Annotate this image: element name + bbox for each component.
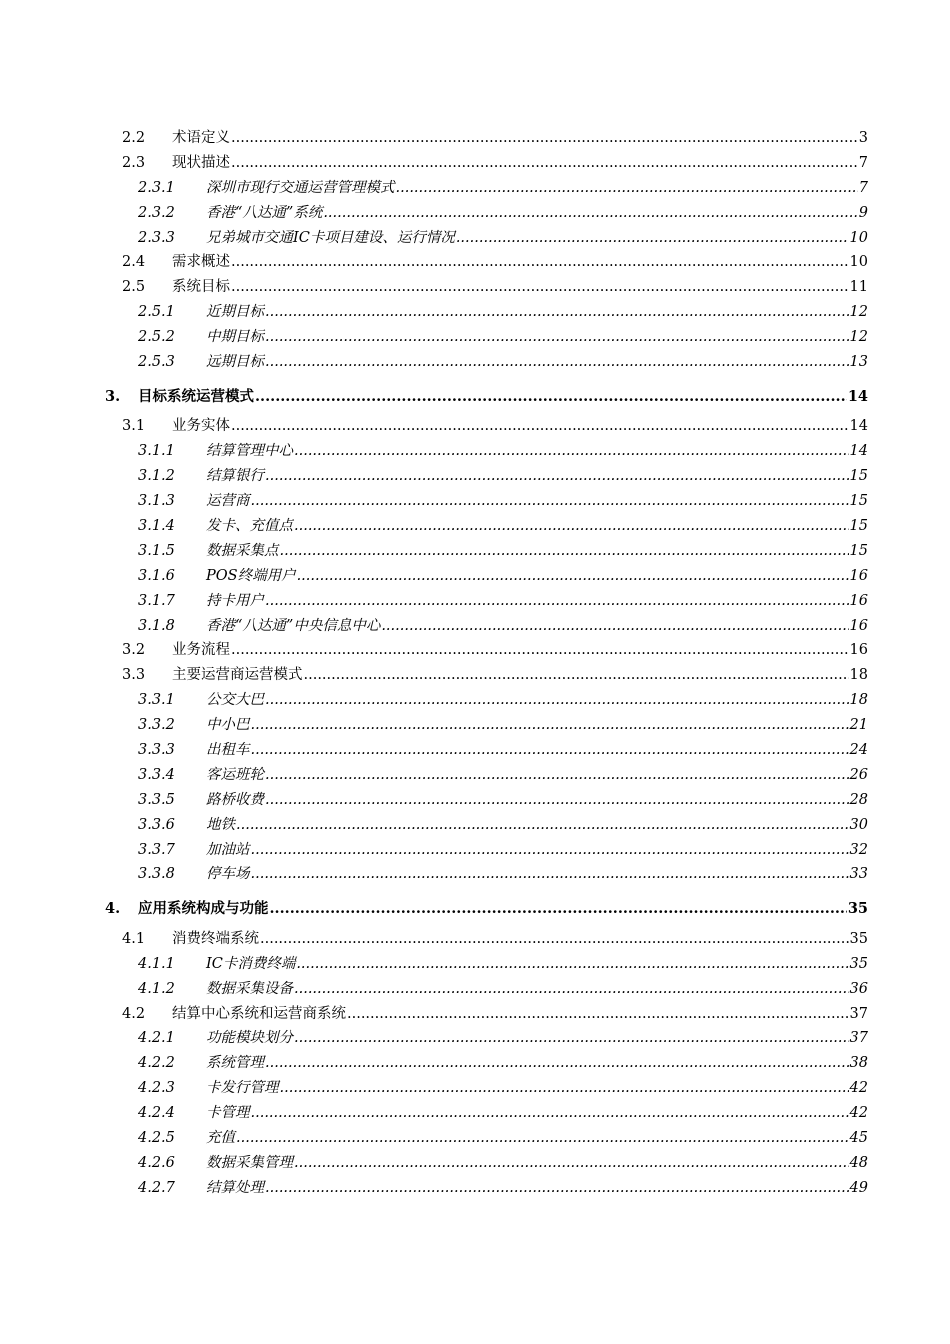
toc-entry-number: 3.1.1 [138,443,175,460]
toc-entry[interactable] [0,838,950,863]
toc-entry-number: 3.1.6 [138,567,175,584]
toc-entry[interactable] [0,439,950,464]
toc-entry-page: 32 [849,841,868,858]
toc-entry-number: 3.1.5 [138,542,175,559]
toc-entry-title: IC卡消费终端 [206,955,296,972]
toc-entry-number: 2.5.2 [138,329,175,346]
toc-leader-dots [231,250,849,275]
toc-entry-page: 10 [849,254,868,271]
toc-leader-dots [231,275,849,300]
toc-entry-page: 42 [849,1105,868,1122]
toc-entry-number: 4.2.2 [138,1055,175,1072]
toc-entry[interactable] [0,275,950,300]
toc-entry-title: 目标系统运营模式 [138,387,254,405]
toc-leader-dots [297,564,849,589]
toc-leader-dots [265,300,849,325]
toc-leader-dots [294,514,849,539]
toc-leader-dots [304,663,849,688]
toc-entry-page: 7 [858,154,868,171]
toc-entry-title: 公交大巴 [206,692,264,709]
toc-entry-title: 持卡用户 [206,592,264,609]
toc-entry[interactable] [0,1002,950,1027]
toc-leader-dots [231,414,849,439]
toc-entry-number: 2.5 [122,279,146,296]
toc-entry[interactable] [0,126,950,151]
toc-entry-title: 数据采集点 [206,542,279,559]
toc-entry-title: 术语定义 [172,130,230,146]
toc-entry[interactable] [0,589,950,614]
toc-entry[interactable] [0,638,950,663]
toc-entry-title: 深圳市现行交通运营管理模式 [206,179,395,196]
toc-entry-number: 2.3.3 [138,229,175,246]
toc-entry-title: 地铁 [206,816,235,833]
toc-entry-title: 系统目标 [172,279,230,296]
toc-entry-number: 4.1.2 [138,980,175,997]
toc-entry-number: 4.1 [122,930,146,947]
toc-entry[interactable] [0,325,950,350]
toc-leader-dots [294,1026,849,1051]
toc-entry-title: 运营商 [206,493,250,510]
toc-entry-title: 香港“八达通”中央信息中心 [206,617,381,634]
toc-leader-dots [265,350,849,375]
toc-entry-number: 4.2.7 [138,1179,175,1196]
toc-entry-number: 2.3.2 [138,204,175,221]
toc-leader-dots [294,977,849,1002]
toc-entry-number: 4.2 [122,1005,146,1022]
toc-entry-page: 16 [849,617,868,634]
toc-leader-dots [265,763,849,788]
toc-entry-page: 3 [858,130,868,146]
toc-entry[interactable] [0,1126,950,1151]
toc-entry-page: 12 [849,304,868,321]
toc-entry-number: 3.1 [122,418,146,435]
toc-entry-number: 3.1.2 [138,468,175,485]
toc-entry-number: 3.1.3 [138,493,175,510]
toc-entry-page: 18 [849,667,868,684]
toc-entry-title: POS终端用户 [206,567,296,584]
toc-leader-dots [296,952,848,977]
toc-entry-page: 14 [849,443,868,460]
toc-leader-dots [251,862,849,887]
toc-entry-title: 结算管理中心 [206,443,293,460]
toc-entry-page: 16 [849,567,868,584]
toc-leader-dots [294,439,849,464]
toc-leader-dots [231,638,849,663]
toc-entry[interactable] [0,952,950,977]
toc-entry[interactable] [0,1176,950,1201]
toc-entry[interactable] [0,1151,950,1176]
toc-leader-dots [236,1126,849,1151]
toc-entry-title: 功能模块划分 [206,1030,293,1047]
toc-entry-number: 2.4 [122,254,146,271]
toc-entry-title: 主要运营商运营模式 [172,667,303,684]
toc-entry[interactable] [0,201,950,226]
toc-entry-number: 2.3 [122,154,146,171]
toc-entry-title: 路桥收费 [206,791,264,808]
toc-entry[interactable] [0,892,950,927]
toc-entry[interactable] [0,1101,950,1126]
toc-entry-title: 中小巴 [206,717,250,734]
toc-entry[interactable] [0,564,950,589]
toc-entry-number: 4.2.3 [138,1080,175,1097]
toc-entry-number: 4.1.1 [138,955,175,972]
toc-entry-page: 37 [849,1005,868,1022]
toc-entry[interactable] [0,176,950,201]
toc-entry-page: 18 [849,692,868,709]
toc-entry[interactable] [0,738,950,763]
toc-entry[interactable] [0,927,950,952]
toc-entry-title: 数据采集管理 [206,1154,293,1171]
toc-entry-title: 业务流程 [172,642,230,659]
toc-entry-page: 13 [849,354,868,371]
toc-entry[interactable] [0,1051,950,1076]
toc-leader-dots [265,1051,849,1076]
toc-entry[interactable] [0,464,950,489]
toc-entry-number: 3.3.7 [138,841,175,858]
toc-entry-number: 3.1.7 [138,592,175,609]
toc-entry-title: 结算中心系统和运营商系统 [172,1005,346,1022]
toc-leader-dots [251,489,849,514]
toc-entry-number: 3.2 [122,642,146,659]
toc-entry-title: 发卡、充值点 [206,517,293,534]
toc-entry-title: 远期目标 [206,354,264,371]
toc-leader-dots [280,539,849,564]
toc-entry[interactable] [0,300,950,325]
toc-leader-dots [294,1151,849,1176]
toc-entry[interactable] [0,1026,950,1051]
toc-entry[interactable] [0,250,950,275]
toc-leader-dots [236,813,849,838]
toc-entry-title: 兄弟城市交通IC卡项目建设、运行情况 [206,229,455,246]
toc-entry-page: 11 [849,279,868,296]
toc-entry-page: 35 [847,900,868,918]
toc-entry-number: 4. [105,900,121,918]
toc-entry-page: 9 [858,204,868,221]
toc-entry-number: 2.5.1 [138,304,175,321]
toc-entry-title: 出租车 [206,741,250,758]
toc-entry-title: 现状描述 [172,154,230,171]
toc-entry-page: 42 [849,1080,868,1097]
toc-entry-page: 26 [849,766,868,783]
toc-entry[interactable] [0,226,950,251]
toc-entry[interactable] [0,514,950,539]
toc-entry-page: 45 [849,1129,868,1146]
toc-entry-page: 35 [849,930,868,947]
toc-entry-number: 2.2 [122,130,146,146]
toc-entry[interactable] [0,151,950,176]
toc-entry-page: 15 [849,468,868,485]
toc-entry-page: 28 [849,791,868,808]
toc-entry-number: 3.1.4 [138,517,175,534]
toc-entry-page: 15 [849,493,868,510]
toc-entry-title: 香港“八达通”系统 [206,204,323,221]
toc-entry-page: 16 [849,642,868,659]
toc-leader-dots [265,688,849,713]
toc-entry-number: 3. [105,387,121,405]
toc-entry-page: 37 [849,1030,868,1047]
toc-entry-page: 15 [849,517,868,534]
toc-entry-number: 3.1.8 [138,617,175,634]
toc-entry-page: 48 [849,1154,868,1171]
toc-entry-number: 3.3.1 [138,692,175,709]
toc-leader-dots [255,380,847,415]
toc-entry-page: 12 [849,329,868,346]
toc-entry-title: 卡发行管理 [206,1080,279,1097]
toc-entry-page: 49 [849,1179,868,1196]
toc-entry-number: 3.3.6 [138,816,175,833]
toc-entry-title: 中期目标 [206,329,264,346]
toc-entry-page: 33 [849,866,868,883]
toc-entry-page: 38 [849,1055,868,1072]
toc-leader-dots [265,325,849,350]
toc-leader-dots [251,738,849,763]
toc-leader-dots [323,201,857,226]
toc-leader-dots [456,226,849,251]
toc-entry[interactable] [0,380,950,415]
toc-leader-dots [265,788,849,813]
toc-entry-number: 4.2.1 [138,1030,175,1047]
toc-entry[interactable] [0,688,950,713]
toc-entry-title: 卡管理 [206,1105,250,1122]
toc-leader-dots [347,1002,849,1027]
table-of-contents [0,126,950,1201]
toc-leader-dots [251,838,849,863]
toc-entry-page: 24 [849,741,868,758]
toc-entry-page: 14 [849,418,868,435]
toc-leader-dots [280,1076,849,1101]
toc-entry[interactable] [0,713,950,738]
toc-entry-page: 10 [849,229,868,246]
toc-entry-page: 21 [849,717,868,734]
toc-entry-page: 30 [849,816,868,833]
toc-entry[interactable] [0,763,950,788]
toc-entry-title: 业务实体 [172,418,230,435]
toc-leader-dots [270,892,847,927]
toc-entry[interactable] [0,788,950,813]
toc-entry-title: 需求概述 [172,254,230,271]
toc-leader-dots [265,464,849,489]
toc-entry-page: 36 [849,980,868,997]
toc-entry[interactable] [0,614,950,639]
toc-entry-number: 3.3.4 [138,766,175,783]
toc-leader-dots [231,151,858,176]
toc-leader-dots [265,589,849,614]
toc-entry[interactable] [0,350,950,375]
toc-entry-number: 3.3 [122,667,146,684]
toc-entry-number: 4.2.6 [138,1154,175,1171]
toc-entry-title: 结算处理 [206,1179,264,1196]
toc-entry[interactable] [0,489,950,514]
toc-entry-number: 2.5.3 [138,354,175,371]
toc-entry-page: 35 [849,955,868,972]
toc-entry[interactable] [0,663,950,688]
toc-entry-title: 客运班轮 [206,766,264,783]
toc-entry[interactable] [0,414,950,439]
toc-entry-number: 4.2.4 [138,1105,175,1122]
toc-entry[interactable] [0,813,950,838]
toc-entry-page: 14 [847,387,868,405]
toc-entry-number: 3.3.5 [138,791,175,808]
toc-entry-page: 7 [858,179,868,196]
toc-entry-title: 系统管理 [206,1055,264,1072]
toc-leader-dots [251,713,849,738]
toc-entry-number: 3.3.3 [138,741,175,758]
toc-entry-title: 结算银行 [206,468,264,485]
toc-leader-dots [265,1176,849,1201]
toc-leader-dots [381,614,848,639]
toc-entry[interactable] [0,862,950,887]
toc-entry-number: 3.3.8 [138,866,175,883]
toc-entry-title: 数据采集设备 [206,980,293,997]
toc-entry[interactable] [0,977,950,1002]
toc-entry-title: 停车场 [206,866,250,883]
toc-entry-page: 15 [849,542,868,559]
toc-entry-title: 应用系统构成与功能 [138,900,269,918]
toc-entry[interactable] [0,1076,950,1101]
toc-entry[interactable] [0,539,950,564]
toc-leader-dots [260,927,849,952]
toc-entry-page: 16 [849,592,868,609]
toc-entry-title: 充值 [206,1129,235,1146]
toc-entry-title: 加油站 [206,841,250,858]
toc-leader-dots [396,176,858,201]
toc-entry-number: 3.3.2 [138,717,175,734]
toc-entry-number: 4.2.5 [138,1129,175,1146]
toc-leader-dots [231,126,858,151]
toc-entry-title: 消费终端系统 [172,930,259,947]
toc-entry-title: 近期目标 [206,304,264,321]
toc-leader-dots [251,1101,849,1126]
toc-entry-number: 2.3.1 [138,179,175,196]
